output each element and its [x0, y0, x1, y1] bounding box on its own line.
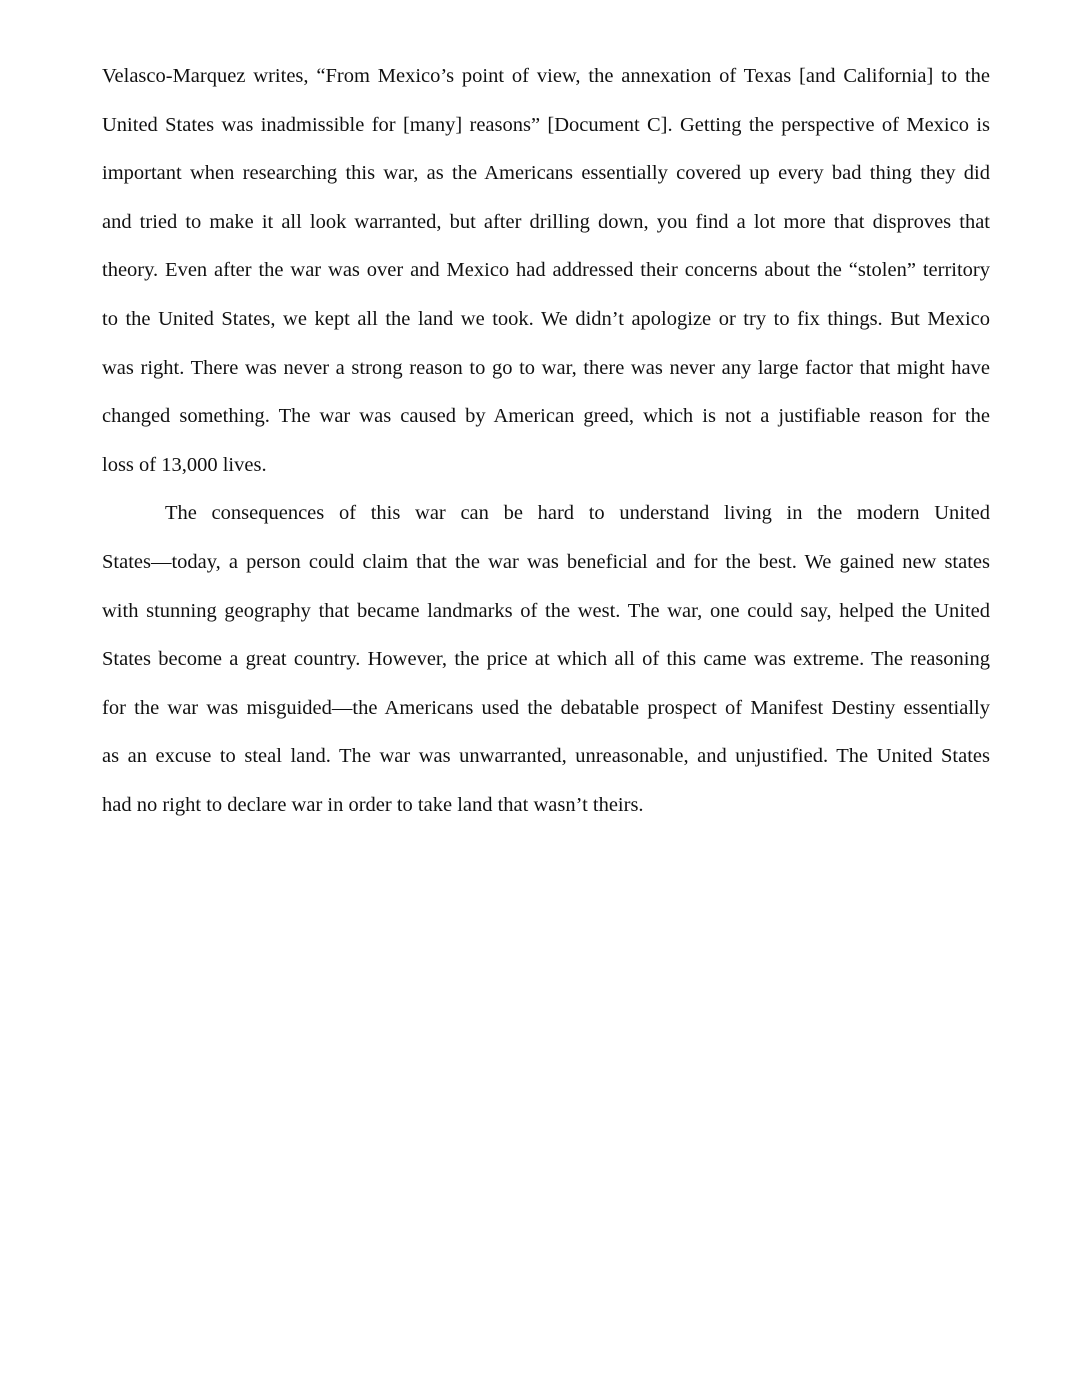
text-line: theory. Even after the war was over and Mexico had addressed their concerns about the “stolen” territory: [102, 259, 990, 282]
text-line: changed something. The war was caused by American greed, which is not a justifiable reason for the: [102, 405, 990, 428]
document-body: [102, 57, 990, 835]
text-line: loss of 13,000 lives.: [102, 453, 267, 476]
paragraph-conclusion: [102, 494, 990, 834]
text-line: States become a great country. However, the price at which all of this came was extreme. The reasoning: [102, 648, 990, 671]
text-line: had no right to declare war in order to take land that wasn’t theirs.: [102, 793, 644, 816]
text-line: important when researching this war, as the Americans essentially covered up every bad thing they did: [102, 162, 990, 185]
text-line: States—today, a person could claim that the war was beneficial and for the best. We gained new states: [102, 550, 990, 573]
text-line: United States was inadmissible for [many] reasons” [Document C]. Getting the perspective of Mexico is: [102, 113, 990, 136]
text-line: as an excuse to steal land. The war was unwarranted, unreasonable, and unjustified. The United States: [102, 745, 990, 768]
text-line: Velasco-Marquez writes, “From Mexico’s point of view, the annexation of Texas [and California] to the: [102, 65, 990, 87]
text-line: with stunning geography that became landmarks of the west. The war, one could say, helped the United: [102, 599, 990, 622]
text-line: to the United States, we kept all the land we took. We didn’t apologize or try to fix things. But Mexico: [102, 307, 990, 330]
text-line: and tried to make it all look warranted, but after drilling down, you find a lot more that disproves that: [102, 210, 990, 233]
text-line: The consequences of this war can be hard to understand living in the modern United: [165, 502, 990, 525]
text-line: was right. There was never a strong reason to go to war, there was never any large factor that might have: [102, 356, 990, 379]
text-line: for the war was misguided—the Americans used the debatable prospect of Manifest Destiny essentially: [102, 696, 990, 719]
paragraph-annexation-perspective: [102, 57, 990, 494]
